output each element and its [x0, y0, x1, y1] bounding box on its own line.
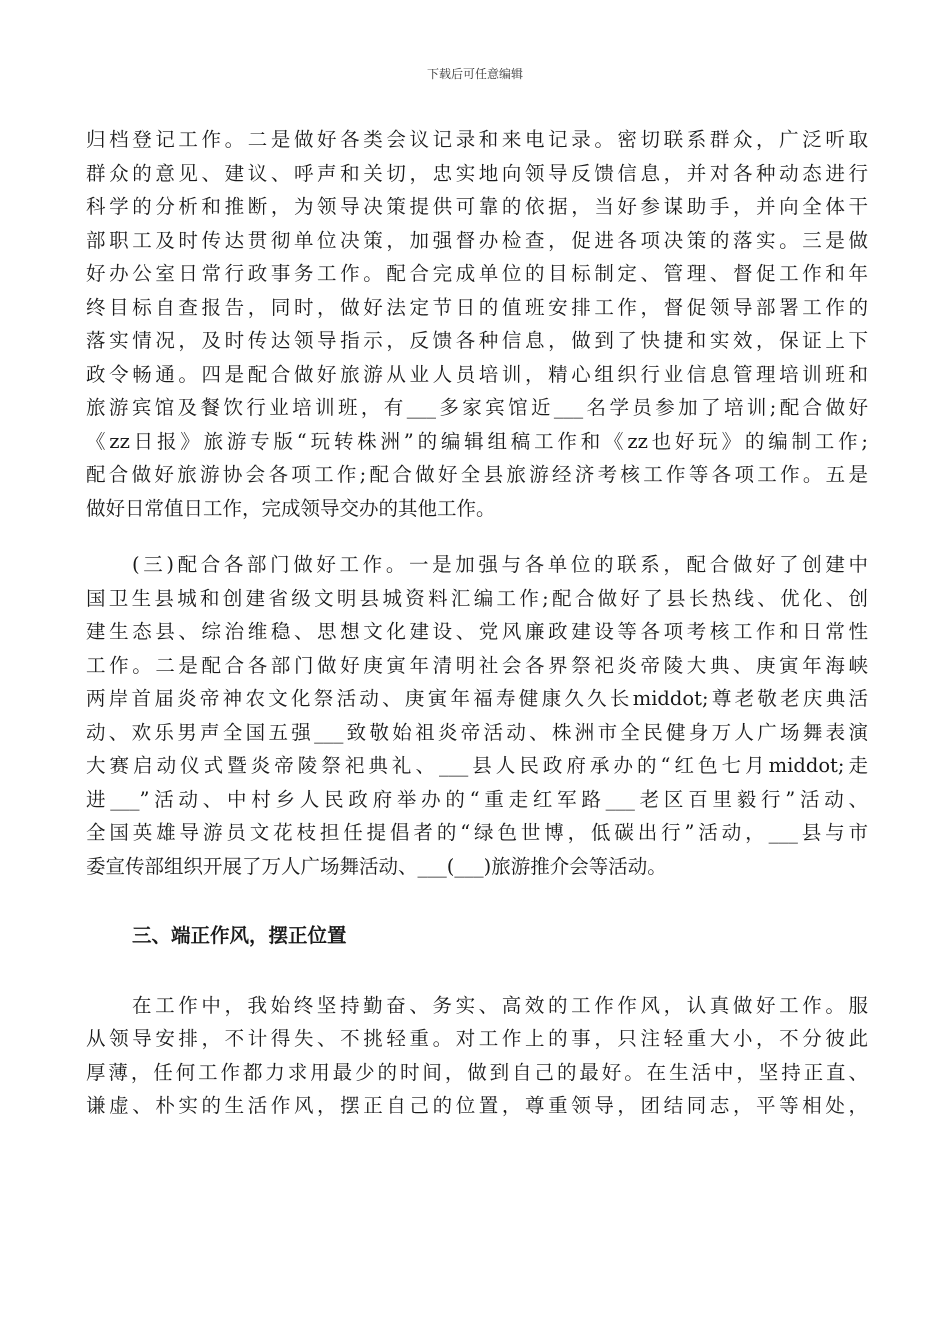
- paragraph-gap: [86, 525, 868, 548]
- text-line: 群众的意见、建议、呼声和关切，忠实地向领导反馈信息，并对各种动态进行: [86, 161, 868, 185]
- text-line: 归档登记工作。二是做好各类会议记录和来电记录。密切联系群众，广泛听取: [86, 128, 868, 151]
- text-line: 终目标自查报告，同时，做好法定节日的值班安排工作，督促领导部署工作的: [86, 295, 868, 319]
- text-line: 动、欢乐男声全国五强___致敬始祖炎帝活动、株洲市全民健身万人广场舞表演: [86, 720, 868, 744]
- paragraph: [86, 548, 868, 883]
- text-line: 谦虚、朴实的生活作风，摆正自己的位置，尊重领导，团结同志，平等相处，: [86, 1094, 868, 1117]
- text-line: 全国英雄导游员文花枝担任提倡者的“绿色世博，低碳出行”活动，___县与市: [86, 821, 868, 844]
- text-line: 委宣传部组织开展了万人广场舞活动、___(___)旅游推介会等活动。: [86, 854, 667, 878]
- text-line: 做好日常值日工作，完成领导交办的其他工作。: [86, 496, 496, 520]
- document-body: [86, 123, 868, 1123]
- text-line: 大赛启动仪式暨炎帝陵祭祀典礼、___县人民政府承办的“红色七月middot;走: [86, 754, 868, 777]
- text-line: 旅游宾馆及餐饮行业培训班，有___多家宾馆近___名学员参加了培训;配合做好: [86, 396, 868, 419]
- paragraph: [86, 989, 868, 1123]
- text-line: 两岸首届炎帝神农文化祭活动、庚寅年福寿健康久久长middot;尊老敬老庆典活: [86, 687, 868, 710]
- page-header: 下载后可任意编辑: [426, 67, 523, 81]
- text-line: 《zz日报》旅游专版“玩转株洲”的编辑组稿工作和《zz也好玩》的编制工作;: [86, 429, 868, 453]
- text-line: 政令畅通。四是配合做好旅游从业人员培训，精心组织行业信息管理培训班和: [86, 362, 868, 386]
- text-line: 部职工及时传达贯彻单位决策，加强督办检查，促进各项决策的落实。三是做: [86, 228, 868, 252]
- paragraph-gap: [86, 883, 868, 919]
- text-line: 好办公室日常行政事务工作。配合完成单位的目标制定、管理、督促工作和年: [86, 262, 868, 285]
- paragraph-gap: [86, 953, 868, 989]
- text-line: 国卫生县城和创建省级文明县城资料汇编工作;配合做好了县长热线、优化、创: [86, 586, 868, 610]
- text-line: 工作。二是配合各部门做好庚寅年清明社会各界祭祀炎帝陵大典、庚寅年海峡: [86, 653, 868, 677]
- text-line: 从领导安排，不计得失、不挑轻重。对工作上的事，只注轻重大小，不分彼此: [86, 1027, 868, 1050]
- text-line: 科学的分析和推断，为领导决策提供可靠的依据，当好参谋助手，并向全体干: [86, 195, 868, 218]
- section-heading: 三、端正作风，摆正位置: [132, 924, 347, 947]
- text-line: 落实情况，及时传达领导指示，反馈各种信息，做到了快捷和实效，保证上下: [86, 329, 868, 352]
- text-line: (三)配合各部门做好工作。一是加强与各单位的联系，配合做好了创建中: [132, 553, 868, 576]
- paragraph: [86, 123, 868, 525]
- text-line: 厚薄，任何工作都力求用最少的时间，做到自己的最好。在生活中，坚持正直、: [86, 1060, 868, 1084]
- text-line: 建生态县、综治维稳、思想文化建设、党风廉政建设等各项考核工作和日常性: [86, 620, 868, 643]
- text-line: 配合做好旅游协会各项工作;配合做好全县旅游经济考核工作等各项工作。五是: [86, 463, 868, 486]
- text-line: 在工作中，我始终坚持勤奋、务实、高效的工作作风，认真做好工作。服: [132, 993, 868, 1017]
- text-line: 进___”活动、中村乡人民政府举办的“重走红军路___老区百里毅行”活动、: [86, 787, 868, 811]
